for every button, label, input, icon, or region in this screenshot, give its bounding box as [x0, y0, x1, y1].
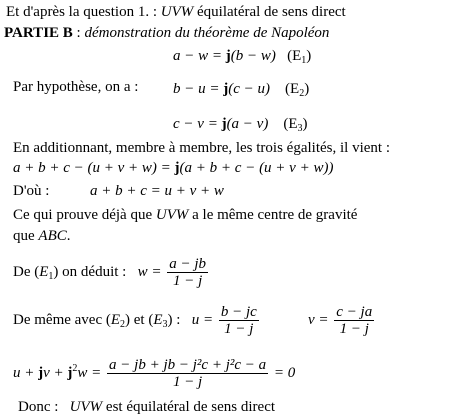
- v-equation: v = $\frac{c - ja}{1 - j}$: [308, 304, 373, 338]
- final-sum-line: u + jv + $j^2w$ = $\frac{\text{a − jb + jb − j²c + j²c − a}}{1 - j}$ = 0: [13, 357, 296, 391]
- final-fraction: $\frac{\text{a − jb + jb − j²c + j²c − a}}{1 - j}$: [109, 357, 267, 391]
- proof-line-2: que ABC.: [13, 228, 71, 244]
- conclusion-line: Donc : UVW est équilatéral de sens direct: [18, 399, 276, 415]
- equation-e1: a − w = j(b − w) $(E_1)$: [173, 48, 312, 66]
- proof-line-1: Ce qui prouve déjà que UVW a le même centre de gravité: [13, 207, 358, 223]
- line-question-1: Et d'après la question 1. : UVW équilatéral de sens direct: [6, 4, 346, 20]
- u-fraction: $\frac{b - jc}{1 - j}$: [220, 304, 257, 338]
- hypothesis-label: Par hypothèse, on a :: [13, 79, 139, 95]
- deduce-uv-line: De même avec $(E_2)$ et $(E_3)$ : u = $\frac{b - jc}{1 - j}$: [13, 304, 257, 338]
- equation-e3: c − v = j(a − v) $(E_3)$: [173, 116, 308, 134]
- equation-e2: b − u = j(c − u) $(E_2)$: [173, 81, 310, 99]
- dou-equation: a + b + c = u + v + w: [90, 183, 224, 199]
- dou-line: D'où :: [13, 183, 50, 199]
- w-fraction: $\frac{a - jb}{1 - j}$: [169, 256, 207, 290]
- partie-b-heading: PARTIE B : démonstration du théorème de Napoléon: [4, 25, 330, 41]
- v-fraction: $\frac{c - ja}{1 - j}$: [336, 304, 373, 338]
- addition-sentence: En additionnant, membre à membre, les trois égalités, il vient :: [13, 140, 390, 156]
- deduce-w-line: De $(E_1)$ on déduit : w = $\frac{a - jb}{1 - j}$: [13, 256, 207, 290]
- sum-equation: a + b + c − (u + v + w) = j(a + b + c − (u + v + w)): [13, 160, 334, 176]
